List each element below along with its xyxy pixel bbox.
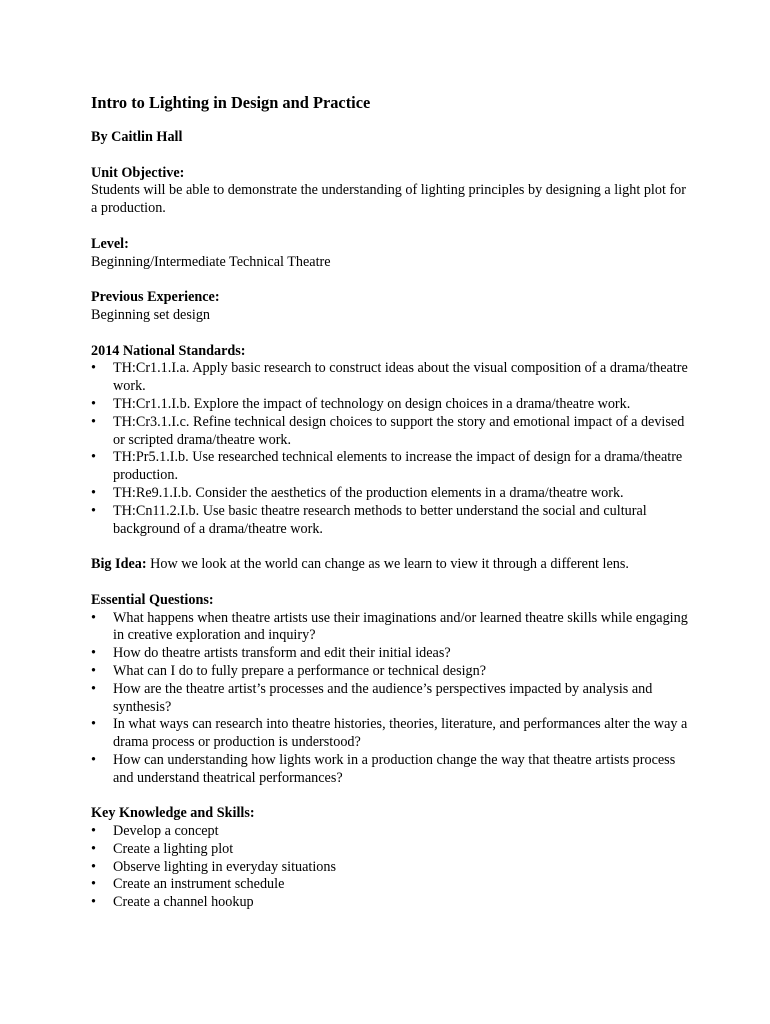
level-section bbox=[91, 236, 691, 272]
key-knowledge-list bbox=[91, 823, 691, 912]
standard-text: TH:Re9.1.I.b. Consider the aesthetics of the production elements in a drama/theatre work. bbox=[113, 484, 624, 501]
list-item bbox=[91, 645, 691, 663]
list-item bbox=[91, 449, 691, 485]
level-heading: Level: bbox=[91, 235, 129, 252]
key-knowledge-heading: Key Knowledge and Skills: bbox=[91, 805, 255, 822]
list-item bbox=[91, 414, 691, 450]
bullet-icon: • bbox=[91, 823, 96, 840]
bullet-icon: • bbox=[91, 858, 96, 875]
question-text: How are the theatre artist’s processes and the audience’s perspectives impacted by analysis and synthesis? bbox=[113, 680, 653, 715]
list-item bbox=[91, 681, 691, 717]
big-idea-heading: Big Idea: bbox=[91, 556, 147, 573]
list-item bbox=[91, 859, 691, 877]
bullet-icon: • bbox=[91, 840, 96, 857]
skill-text: Observe lighting in everyday situations bbox=[113, 858, 337, 875]
essential-questions-section bbox=[91, 592, 691, 788]
standard-text: TH:Pr5.1.I.b. Use researched technical elements to increase the impact of design for a drama/theatre production. bbox=[113, 449, 683, 484]
bullet-icon: • bbox=[91, 716, 96, 733]
essential-questions-heading: Essential Questions: bbox=[91, 591, 214, 608]
previous-experience-section bbox=[91, 289, 691, 325]
bullet-icon: • bbox=[91, 751, 96, 768]
author-section bbox=[91, 129, 691, 147]
essential-questions-list bbox=[91, 610, 691, 788]
question-text: How can understanding how lights work in a production change the way that theatre artists process and understand theatrical performances? bbox=[113, 751, 676, 786]
previous-experience-heading: Previous Experience: bbox=[91, 289, 220, 306]
list-item bbox=[91, 716, 691, 752]
standards-list bbox=[91, 360, 691, 538]
bullet-icon: • bbox=[91, 645, 96, 662]
level-text: Beginning/Intermediate Technical Theatre bbox=[91, 253, 331, 270]
standard-text: TH:Cr3.1.I.c. Refine technical design choices to support the story and emotional impact of a devised or scripted drama/theatre work. bbox=[113, 413, 685, 448]
skill-text: Create a channel hookup bbox=[113, 894, 254, 911]
standard-text: TH:Cr1.1.I.a. Apply basic research to construct ideas about the visual composition of a drama/theatre work. bbox=[113, 360, 688, 395]
skill-text: Create an instrument schedule bbox=[113, 876, 285, 893]
unit-objective-section bbox=[91, 165, 691, 218]
bullet-icon: • bbox=[91, 449, 96, 466]
list-item bbox=[91, 752, 691, 788]
list-item bbox=[91, 485, 691, 503]
question-text: What happens when theatre artists use their imaginations and/or learned theatre skills while engaging in creative exploration and inquiry? bbox=[113, 609, 688, 644]
list-item bbox=[91, 876, 691, 894]
bullet-icon: • bbox=[91, 484, 96, 501]
question-text: What can I do to fully prepare a performance or technical design? bbox=[113, 662, 487, 679]
list-item bbox=[91, 894, 691, 912]
list-item bbox=[91, 503, 691, 539]
standards-heading: 2014 National Standards: bbox=[91, 342, 246, 359]
list-item bbox=[91, 823, 691, 841]
list-item bbox=[91, 663, 691, 681]
bullet-icon: • bbox=[91, 609, 96, 626]
unit-objective-heading: Unit Objective: bbox=[91, 164, 185, 181]
big-idea-text: How we look at the world can change as we learn to view it through a different lens. bbox=[150, 556, 629, 573]
list-item bbox=[91, 360, 691, 396]
skill-text: Develop a concept bbox=[113, 823, 219, 840]
question-text: How do theatre artists transform and edit their initial ideas? bbox=[113, 645, 451, 662]
previous-experience-text: Beginning set design bbox=[91, 306, 211, 323]
bullet-icon: • bbox=[91, 360, 96, 377]
bullet-icon: • bbox=[91, 876, 96, 893]
key-knowledge-section bbox=[91, 805, 691, 912]
bullet-icon: • bbox=[91, 894, 96, 911]
skill-text: Create a lighting plot bbox=[113, 840, 234, 857]
question-text: In what ways can research into theatre histories, theories, literature, and performances alter the way a drama process or production is understood? bbox=[113, 716, 688, 751]
standards-section bbox=[91, 343, 691, 539]
standard-text: TH:Cr1.1.I.b. Explore the impact of technology on design choices in a drama/theatre work. bbox=[113, 395, 631, 412]
bullet-icon: • bbox=[91, 680, 96, 697]
bullet-icon: • bbox=[91, 502, 96, 519]
standard-text: TH:Cn11.2.I.b. Use basic theatre research methods to better understand the social and cultural background of a drama/theatre work. bbox=[113, 502, 647, 537]
author-line: By Caitlin Hall bbox=[91, 129, 183, 145]
bullet-icon: • bbox=[91, 395, 96, 412]
list-item bbox=[91, 841, 691, 859]
list-item bbox=[91, 396, 691, 414]
bullet-icon: • bbox=[91, 662, 96, 679]
list-item bbox=[91, 610, 691, 646]
big-idea-section bbox=[91, 556, 691, 574]
document-page bbox=[91, 93, 691, 930]
document-title: Intro to Lighting in Design and Practice bbox=[91, 93, 371, 112]
bullet-icon: • bbox=[91, 413, 96, 430]
unit-objective-text: Students will be able to demonstrate the understanding of lighting principles by designing a light plot for a production. bbox=[91, 182, 686, 217]
